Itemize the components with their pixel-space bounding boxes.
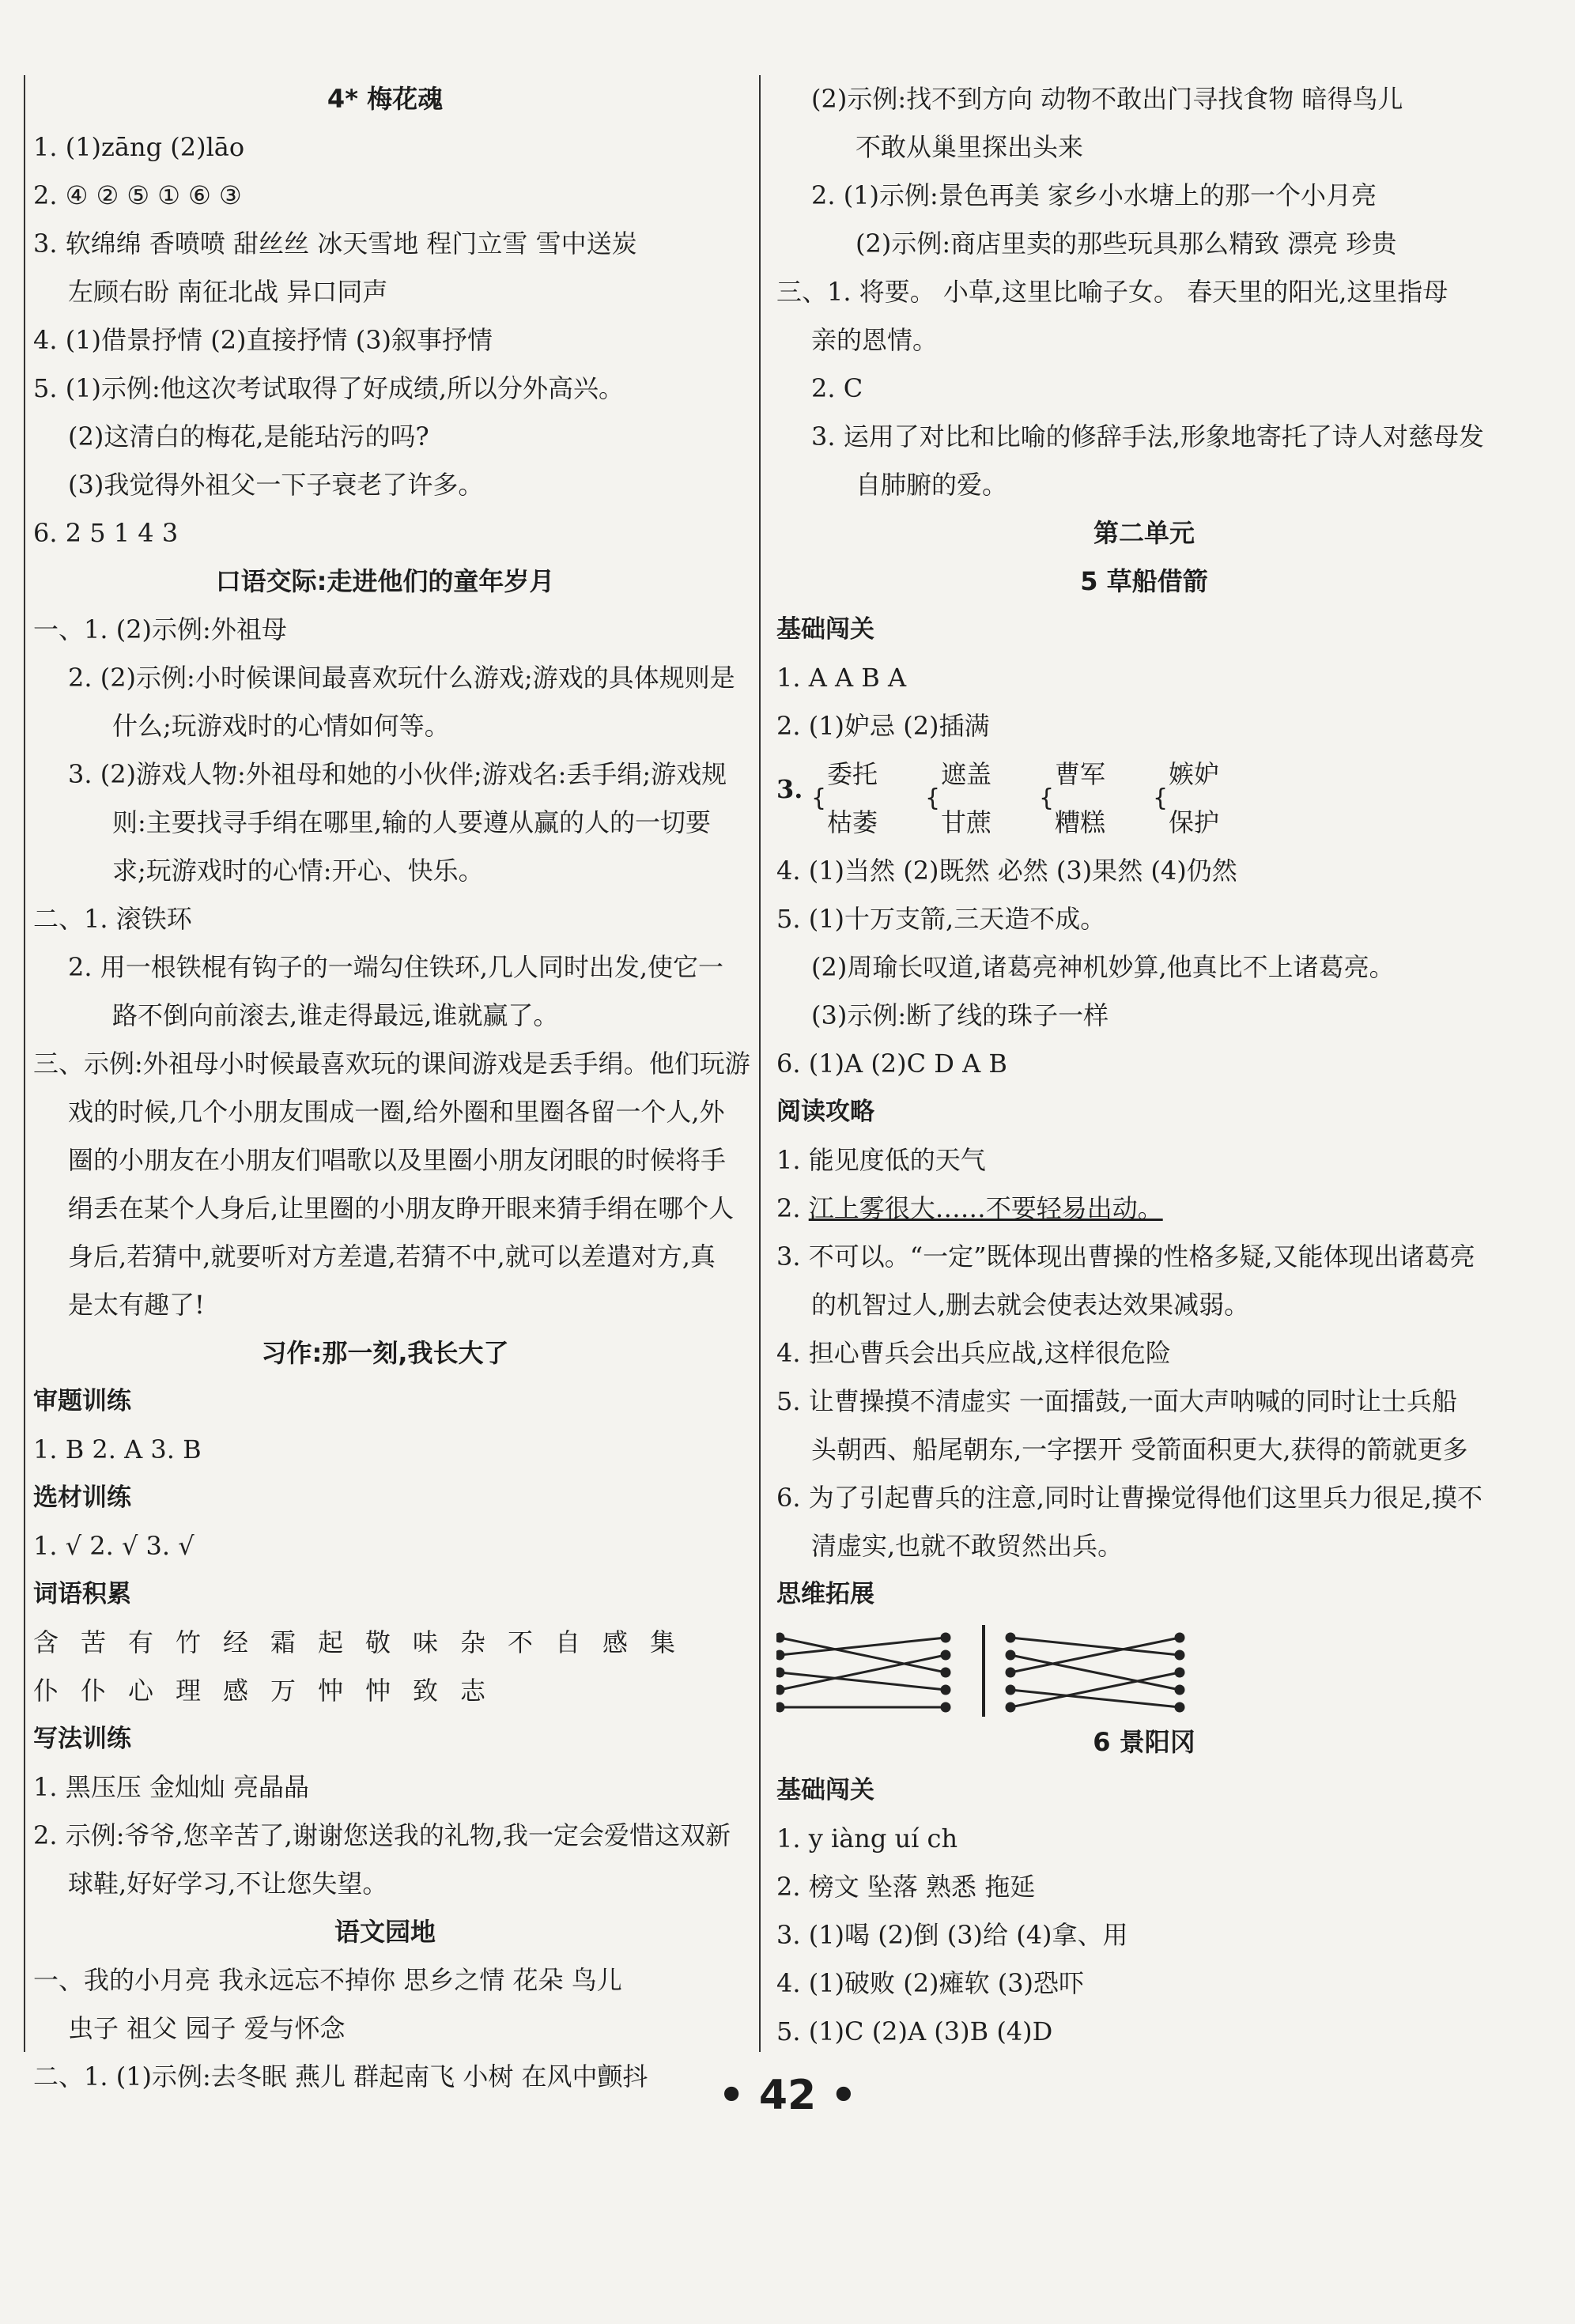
answer-line: 绢丢在某个人身后,让里圈的小朋友睁开眼来猜手绢在哪个人: [68, 1193, 735, 1223]
answer-line: 圈的小朋友在小朋友们唱歌以及里圈小朋友闭眼的时候将手: [68, 1145, 727, 1175]
answer-line: 3. 软绵绵 香喷喷 甜丝丝 冰天雪地 程门立雪 雪中送炭: [33, 229, 637, 259]
answer-line: 2. (1)示例:景色再美 家乡小水塘上的那一个小月亮: [811, 180, 1377, 210]
answer-line: (2)示例:找不到方向 动物不敢出门寻找食物 暗得鸟儿: [811, 84, 1403, 114]
right-column: [776, 75, 1512, 2056]
pair-top: 委托: [827, 759, 878, 789]
answer-line: 1. (1)zāng (2)lāo: [33, 132, 245, 162]
answer-line: 自肺腑的爱。: [855, 470, 1008, 500]
answer-line: 则:主要找寻手绢在哪里,输的人要遵从赢的人的一切要: [112, 807, 711, 837]
answer-line: 是太有趣了!: [68, 1290, 205, 1320]
page-number: [0, 2072, 1575, 2119]
answer-line: 2. 示例:爷爷,您辛苦了,谢谢您送我的礼物,我一定会爱惜这双新: [33, 1820, 731, 1850]
answer-line: 5. 让曹操摸不清虚实 一面擂鼓,一面大声呐喊的同时让士兵船: [776, 1386, 1458, 1416]
answer-line: 三、1. 将要。 小草,这里比喻子女。 春天里的阳光,这里指母: [776, 277, 1448, 307]
dot-icon: •: [830, 2072, 857, 2119]
subsection-heading: 基础闯关: [776, 615, 874, 644]
answer-line: 一、1. (2)示例:外祖母: [33, 614, 287, 644]
question-number: 2.: [776, 1193, 801, 1223]
dot-icon: •: [718, 2072, 745, 2119]
page-number-value: 42: [758, 2072, 817, 2119]
answer-line: 1. √ 2. √ 3. √: [33, 1531, 195, 1561]
pair-top: 遮盖: [941, 759, 992, 789]
pair-bottom: 甘蔗: [941, 807, 992, 837]
answer-line: 4. (1)借景抒情 (2)直接抒情 (3)叙事抒情: [33, 325, 493, 355]
answer-line: 1. 能见度低的天气: [776, 1145, 986, 1175]
answer-line: 身后,若猜中,就要听对方差遣,若猜不中,就可以差遣对方,真: [68, 1241, 716, 1272]
answer-line: 6. 为了引起曹兵的注意,同时让曹操觉得他们这里兵力很足,摸不: [776, 1483, 1483, 1513]
answer-line: 头朝西、船尾朝东,一字摆开 受箭面积更大,获得的箭就更多: [811, 1434, 1468, 1464]
answer-line: 球鞋,好好学习,不让您失望。: [68, 1869, 388, 1899]
column-divider: [759, 75, 761, 2052]
answer-line: 4. (1)当然 (2)既然 必然 (3)果然 (4)仍然: [776, 856, 1237, 886]
answer-line: 1. y iàng uí ch: [776, 1823, 958, 1854]
answer-line: 1. B 2. A 3. B: [33, 1434, 202, 1464]
subsection-heading: 思维拓展: [776, 1580, 874, 1608]
section-title: 5 草船借箭: [1080, 566, 1208, 596]
subsection-heading: 选材训练: [33, 1483, 131, 1512]
answer-line: 2. (2)示例:小时候课间最喜欢玩什么游戏;游戏的具体规则是: [68, 663, 735, 693]
answer-line: 2. 用一根铁棍有钩子的一端勾住铁环,几人同时出发,使它一: [68, 952, 724, 982]
answer-line: 求;玩游戏时的心情:开心、快乐。: [112, 856, 484, 886]
answer-line: 2. (1)妒忌 (2)插满: [776, 711, 990, 741]
answer-line: (3)示例:断了线的珠子一样: [811, 1000, 1109, 1030]
answer-line: 的机智过人,删去就会使表达效果减弱。: [811, 1290, 1250, 1320]
answer-line: 虫子 祖父 园子 爱与怀念: [68, 2013, 346, 2043]
answer-line: 一、我的小月亮 我永远忘不掉你 思乡之情 花朵 鸟儿: [33, 1965, 622, 1995]
column-divider: [24, 75, 25, 2052]
brace-icon: {: [811, 784, 827, 812]
brace-icon: {: [925, 784, 941, 812]
pair-bottom: 糟糕: [1055, 807, 1106, 837]
answer-line: 戏的时候,几个小朋友围成一圈,给外圈和里圈各留一个人,外: [68, 1097, 725, 1127]
subsection-heading: 词语积累: [33, 1580, 131, 1608]
answer-line: 4. (1)破败 (2)瘫软 (3)恐吓: [776, 1968, 1085, 1998]
answer-line: 2. C: [811, 373, 863, 403]
answer-line: 清虚实,也就不敢贸然出兵。: [811, 1531, 1124, 1561]
answer-line: (3)我觉得外祖父一下子衰老了许多。: [68, 470, 484, 500]
answer-line: 二、1. 滚铁环: [33, 904, 192, 934]
pair-bottom: 保护: [1169, 807, 1220, 837]
answer-line: 亲的恩情。: [811, 325, 939, 355]
answer-line: 4. 担心曹兵会出兵应战,这样很危险: [776, 1338, 1171, 1368]
answer-line: 左顾右盼 南征北战 异口同声: [68, 277, 388, 307]
answer-line: 3. (1)喝 (2)倒 (3)给 (4)拿、用: [776, 1920, 1128, 1950]
answer-line: 6. (1)A (2)C D A B: [776, 1049, 1007, 1079]
answer-line: 5. (1)C (2)A (3)B (4)D: [776, 2016, 1053, 2046]
answer-line: 3. 运用了对比和比喻的修辞手法,形象地寄托了诗人对慈母发: [811, 421, 1484, 452]
answer-line: 二、1. (1)示例:去冬眠 燕儿 群起南飞 小树 在风中颤抖: [33, 2061, 648, 2092]
answer-line: 5. (1)十万支箭,三天造不成。: [776, 904, 1106, 934]
underlined-answer: 江上雾很大……不要轻易出动。: [808, 1193, 1163, 1223]
matching-lines-figure: [776, 1623, 1219, 1718]
section-title: 语文园地: [334, 1917, 436, 1947]
subsection-heading: 写法训练: [33, 1725, 131, 1753]
answer-line: (2)这清白的梅花,是能玷污的吗?: [68, 421, 429, 452]
answer-line: 含苦有竹经霜起敬味杂不自感集: [33, 1627, 698, 1657]
brace-icon: {: [1039, 784, 1055, 812]
subsection-heading: 阅读攻略: [776, 1098, 874, 1126]
answer-line: 路不倒向前滚去,谁走得最远,谁就赢了。: [112, 1000, 559, 1030]
answer-line: 仆仆心理感万忡忡致志: [33, 1676, 508, 1706]
answer-line: 5. (1)示例:他这次考试取得了好成绩,所以分外高兴。: [33, 373, 624, 403]
matching-diagram: [776, 1623, 1512, 1718]
answer-line: (2)周瑜长叹道,诸葛亮神机妙算,他真比不上诸葛亮。: [811, 952, 1395, 982]
subsection-heading: 基础闯关: [776, 1776, 874, 1804]
unit-title: 第二单元: [1093, 518, 1195, 548]
answer-line: 什么;玩游戏时的心情如何等。: [112, 711, 450, 741]
left-column: [33, 75, 750, 2101]
pair-bottom: 枯萎: [827, 807, 878, 837]
section-title: 4* 梅花魂: [327, 84, 444, 114]
subsection-heading: 审题训练: [33, 1387, 131, 1415]
answer-line: 1. 黑压压 金灿灿 亮晶晶: [33, 1772, 310, 1802]
section-title: 6 景阳冈: [1093, 1727, 1195, 1757]
brace-icon: {: [1153, 784, 1169, 812]
answer-line: [776, 1185, 1512, 1233]
question-number: 3.: [776, 774, 803, 804]
answer-line: 3. (2)游戏人物:外祖母和她的小伙伴;游戏名:丢手绢;游戏规: [68, 759, 727, 789]
answer-line: 2. 榜文 坠落 熟悉 拖延: [776, 1872, 1036, 1902]
word-pair-groups: [776, 750, 1512, 847]
answer-line: 3. 不可以。“一定”既体现出曹操的性格多疑,又能体现出诸葛亮: [776, 1241, 1475, 1272]
answer-line: 三、示例:外祖母小时候最喜欢玩的课间游戏是丢手绢。他们玩游: [33, 1049, 750, 1079]
answer-line: 1. A A B A: [776, 663, 907, 693]
pair-top: 嫉妒: [1169, 759, 1220, 789]
pair-top: 曹军: [1055, 759, 1106, 789]
section-title: 口语交际:走进他们的童年岁月: [215, 566, 555, 596]
answer-line: (2)示例:商店里卖的那些玩具那么精致 漂亮 珍贵: [855, 229, 1397, 259]
answer-line: 2. ④ ② ⑤ ① ⑥ ③: [33, 180, 242, 210]
answer-line: 6. 2 5 1 4 3: [33, 518, 179, 548]
section-title: 习作:那一刻,我长大了: [261, 1338, 509, 1368]
answer-line: 不敢从巢里探出头来: [855, 132, 1084, 162]
